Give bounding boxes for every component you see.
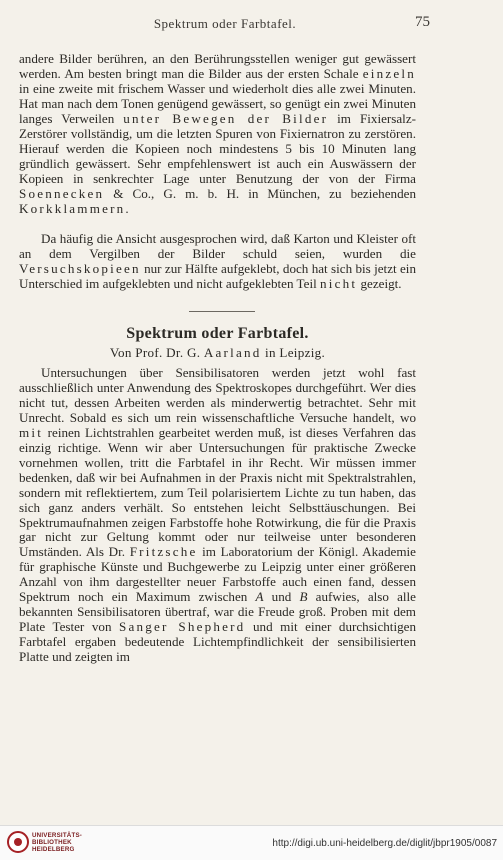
spaced-emphasis: Korkklammern bbox=[19, 200, 126, 216]
article-byline bbox=[19, 345, 416, 361]
paragraph-3-text bbox=[19, 366, 416, 665]
spaced-emphasis: Sanger Shepherd bbox=[119, 619, 246, 635]
paragraph-1 bbox=[19, 52, 416, 216]
page-number: 75 bbox=[415, 14, 430, 30]
library-logo[interactable] bbox=[7, 831, 99, 855]
text-segment: aufwies, also alle bekannten Sensibilisatoren übertraf, war die Freude groß. Proben mit dem Plate Tester von bbox=[19, 589, 416, 635]
logo-line: BIBLIOTHEK bbox=[32, 839, 72, 846]
text-segment: Da häufig die Ansicht ausgesprochen wird, daß Karton und Kleister oft an dem Vergilben der Bilder schuld seien, wurden die bbox=[19, 231, 416, 261]
article-title: Spektrum oder Farbtafel. bbox=[126, 325, 309, 342]
text-segment: im Laboratorium der Königl. Akademie für graphische Künste und Buchgewerbe zu Leipzig unter einer größeren Anzahl von ihm dargestellter neuer Farbstoffe auch einen fand, dessen Spektrum noch ein Maximum zwischen bbox=[19, 544, 416, 605]
text-segment: und mit einer durchsichtigen Farbtafel ergaben bedeutende Lichtempfindlichkeit der sensibilisierten Platte und zeigten im bbox=[19, 619, 416, 665]
text-segment: gezeigt. bbox=[357, 275, 402, 291]
seal-icon bbox=[7, 831, 29, 853]
spaced-emphasis: nicht bbox=[320, 275, 358, 291]
spaced-emphasis: mit bbox=[19, 424, 44, 440]
text-segment: Untersuchungen über Sensibilisatoren werden jetzt wohl fast ausschließlich unter Anwendung des Spektroskopes durchgeführt. Wer dies nicht tut, dessen Arbeiten werden als minderwertig betrachtet. Sehr mit Unrecht. Sobald es sich um rein wissenschaftliche Versuche handelt, wo bbox=[19, 365, 416, 425]
text-segment: andere Bilder berühren, an den Berührungsstellen weniger gut gewässert werden. Am besten bringt man die Bilder aus der ersten Schale bbox=[19, 51, 416, 81]
logo-text bbox=[32, 832, 82, 853]
spaced-emphasis: unter Bewegen der Bilder bbox=[123, 110, 329, 126]
author-name: Aarland bbox=[203, 345, 262, 360]
running-head: Spektrum oder Farbtafel. bbox=[153, 16, 297, 31]
byline-suffix: in Leipzig. bbox=[261, 345, 326, 360]
section-divider bbox=[189, 311, 255, 312]
spaced-emphasis: einzeln bbox=[362, 65, 416, 81]
paragraph-2 bbox=[19, 232, 416, 292]
text-segment: & Co., G. m. b. H. in München, zu beziehenden bbox=[104, 185, 416, 201]
text-segment: nur zur Hälfte aufgeklebt, doch hat sich bis jetzt ein Unterschied im aufgeklebten und nicht aufgeklebten Teil bbox=[19, 260, 416, 291]
source-url-link[interactable]: http://digi.ub.uni-heidelberg.de/diglit/jbpr1905/0087 bbox=[272, 838, 497, 849]
footer-bar bbox=[0, 825, 503, 860]
text-segment: und bbox=[263, 589, 300, 605]
italic-letter: A bbox=[255, 589, 264, 605]
spaced-emphasis: Soennecken bbox=[19, 185, 105, 201]
logo-line: UNIVERSITÄTS- bbox=[32, 832, 83, 839]
text-segment: im Fixiersalz-Zerstörer vollständig, um die letzten Spuren von Fixiernatron zu zerstören. Hierauf werden die Kopieen noch mindestens 5 bis 10 Minuten lang gründlich gewässert. Sehr empfehlenswert ist auch ein Auswässern der Kopieen in senkrechter Lage unter Benutzung der von der Firma bbox=[19, 110, 416, 186]
spaced-emphasis: Versuchskopieen bbox=[19, 260, 141, 276]
text-segment: . bbox=[125, 200, 129, 216]
paragraph-1-text bbox=[19, 52, 416, 216]
text-segment: reinen Lichtstrahlen gearbeitet werden muß, ist dieses Verfahren das einzig richtige. Wenn wir aber Untersuchungen für praktische Zwecke vornehmen wollen, tritt die Farbtafel in ihr Recht. Wir müssen immer bedenken, daß wir bei Aufnahmen in der Praxis nicht mit Spektralstrahlen, sondern mit reflektiertem, zum Teil polarisiertem Lichte zu tun haben, das sich ganz anders verhält. So entstehen leicht Selbsttäuschungen. Bei Spektrumaufnahmen zeigen Farbstoffe hohe Rotwirkung, die für die Praxis gar nicht zur Geltung kommt oder nur teilweise unter besonderen Umständen. Als Dr. bbox=[19, 424, 416, 560]
paragraph-3 bbox=[19, 366, 416, 665]
byline-prefix: Von Prof. Dr. G. bbox=[109, 345, 204, 360]
paragraph-2-text bbox=[19, 232, 416, 292]
italic-letter: B bbox=[299, 589, 308, 605]
spaced-emphasis: Fritzsche bbox=[129, 544, 198, 560]
logo-line: HEIDELBERG bbox=[32, 846, 75, 853]
text-segment: in eine zweite mit frischem Wasser und wiederholt dies alle zwei Minuten. Hat man nach dem Tonen genügend gewässert, so genügt ein zwei Minuten langes Verweilen bbox=[19, 80, 416, 126]
